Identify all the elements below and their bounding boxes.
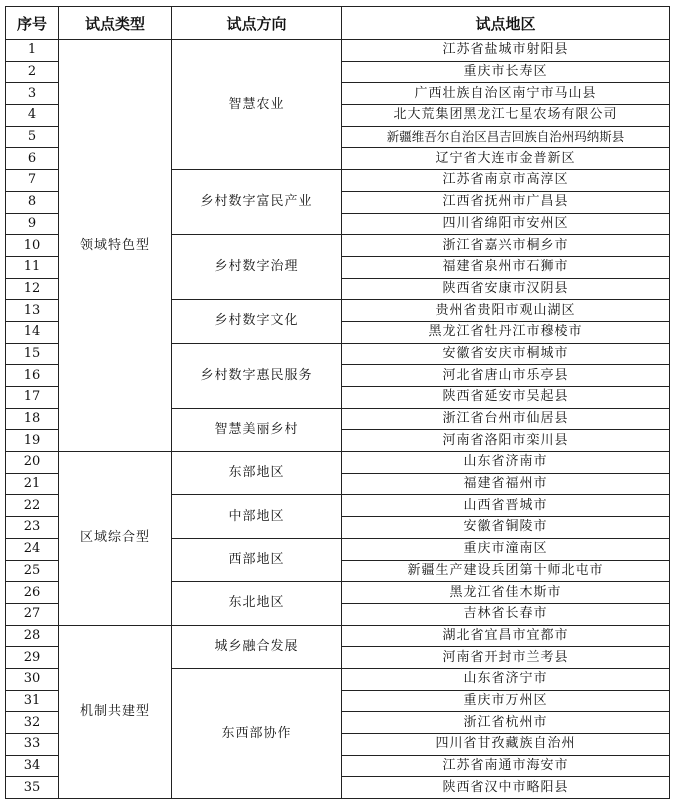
pilot-direction-cell: 乡村数字惠民服务: [172, 343, 342, 408]
row-index: 32: [6, 712, 59, 734]
row-index: 23: [6, 517, 59, 539]
pilot-area-cell: 山东省济南市: [342, 452, 670, 474]
header-direction: 试点方向: [172, 7, 342, 40]
pilot-area-cell: 湖北省宜昌市宜都市: [342, 625, 670, 647]
row-index: 12: [6, 278, 59, 300]
pilot-table: [5, 6, 670, 799]
pilot-area-cell: 陕西省汉中市略阳县: [342, 777, 670, 799]
pilot-area-cell: 江苏省南通市海安市: [342, 755, 670, 777]
pilot-area-cell: 河南省洛阳市栾川县: [342, 430, 670, 452]
pilot-area-cell: 浙江省嘉兴市桐乡市: [342, 235, 670, 257]
pilot-area-cell: 山东省济宁市: [342, 668, 670, 690]
row-index: 24: [6, 538, 59, 560]
row-index: 26: [6, 582, 59, 604]
row-index: 25: [6, 560, 59, 582]
pilot-area-cell: 福建省福州市: [342, 473, 670, 495]
table-row: [6, 40, 670, 62]
pilot-direction-cell: 东部地区: [172, 452, 342, 495]
row-index: 22: [6, 495, 59, 517]
pilot-area-cell: 重庆市万州区: [342, 690, 670, 712]
pilot-type-cell: 领域特色型: [59, 40, 172, 452]
pilot-direction-cell: 智慧美丽乡村: [172, 408, 342, 451]
row-index: 27: [6, 603, 59, 625]
table-row: [6, 452, 670, 474]
pilot-area-cell: 江苏省南京市高淳区: [342, 170, 670, 192]
pilot-direction-cell: 东北地区: [172, 582, 342, 625]
row-index: 21: [6, 473, 59, 495]
pilot-direction-cell: 城乡融合发展: [172, 625, 342, 668]
row-index: 15: [6, 343, 59, 365]
pilot-area-cell: 重庆市长寿区: [342, 61, 670, 83]
row-index: 16: [6, 365, 59, 387]
row-index: 17: [6, 387, 59, 409]
row-index: 33: [6, 734, 59, 756]
pilot-direction-cell: 东西部协作: [172, 668, 342, 798]
pilot-direction-cell: 西部地区: [172, 538, 342, 581]
header-row: [6, 7, 670, 40]
pilot-area-cell: 河南省开封市兰考县: [342, 647, 670, 669]
row-index: 29: [6, 647, 59, 669]
pilot-area-cell: 四川省甘孜藏族自治州: [342, 734, 670, 756]
header-type: 试点类型: [59, 7, 172, 40]
row-index: 11: [6, 256, 59, 278]
row-index: 30: [6, 668, 59, 690]
pilot-area-cell: 陕西省延安市吴起县: [342, 387, 670, 409]
pilot-area-cell: 吉林省长春市: [342, 603, 670, 625]
row-index: 7: [6, 170, 59, 192]
row-index: 2: [6, 61, 59, 83]
pilot-area-cell: 河北省唐山市乐亭县: [342, 365, 670, 387]
row-index: 6: [6, 148, 59, 170]
pilot-area-cell: 贵州省贵阳市观山湖区: [342, 300, 670, 322]
pilot-area-cell: 陕西省安康市汉阴县: [342, 278, 670, 300]
pilot-area-cell: 重庆市潼南区: [342, 538, 670, 560]
row-index: 8: [6, 191, 59, 213]
pilot-area-cell: 四川省绵阳市安州区: [342, 213, 670, 235]
pilot-area-cell: 福建省泉州市石狮市: [342, 256, 670, 278]
pilot-area-cell: 新疆生产建设兵团第十师北屯市: [342, 560, 670, 582]
row-index: 3: [6, 83, 59, 105]
pilot-type-cell: 区域综合型: [59, 452, 172, 626]
pilot-area-cell: 广西壮族自治区南宁市马山县: [342, 83, 670, 105]
table-row: [6, 625, 670, 647]
row-index: 1: [6, 40, 59, 62]
pilot-area-cell: 江西省抚州市广昌县: [342, 191, 670, 213]
row-index: 31: [6, 690, 59, 712]
pilot-area-cell: 北大荒集团黑龙江七星农场有限公司: [342, 105, 670, 127]
pilot-area-cell: 黑龙江省牡丹江市穆棱市: [342, 321, 670, 343]
row-index: 14: [6, 321, 59, 343]
row-index: 34: [6, 755, 59, 777]
row-index: 5: [6, 126, 59, 148]
pilot-area-cell: 安徽省安庆市桐城市: [342, 343, 670, 365]
row-index: 19: [6, 430, 59, 452]
pilot-direction-cell: 乡村数字治理: [172, 235, 342, 300]
pilot-area-cell: 黑龙江省佳木斯市: [342, 582, 670, 604]
row-index: 4: [6, 105, 59, 127]
pilot-area-cell: 安徽省铜陵市: [342, 517, 670, 539]
pilot-direction-cell: 智慧农业: [172, 40, 342, 170]
header-area: 试点地区: [342, 7, 670, 40]
pilot-area-cell: 辽宁省大连市金普新区: [342, 148, 670, 170]
table-body: [6, 40, 670, 799]
row-index: 13: [6, 300, 59, 322]
pilot-type-cell: 机制共建型: [59, 625, 172, 799]
pilot-area-cell: 浙江省台州市仙居县: [342, 408, 670, 430]
pilot-area-cell: 浙江省杭州市: [342, 712, 670, 734]
pilot-direction-cell: 乡村数字文化: [172, 300, 342, 343]
pilot-area-cell: 新疆维吾尔自治区昌吉回族自治州玛纳斯县: [342, 126, 670, 148]
pilot-area-cell: 山西省晋城市: [342, 495, 670, 517]
pilot-area-cell: 江苏省盐城市射阳县: [342, 40, 670, 62]
row-index: 18: [6, 408, 59, 430]
pilot-direction-cell: 中部地区: [172, 495, 342, 538]
header-index: 序号: [6, 7, 59, 40]
row-index: 9: [6, 213, 59, 235]
row-index: 10: [6, 235, 59, 257]
row-index: 35: [6, 777, 59, 799]
pilot-direction-cell: 乡村数字富民产业: [172, 170, 342, 235]
row-index: 28: [6, 625, 59, 647]
row-index: 20: [6, 452, 59, 474]
